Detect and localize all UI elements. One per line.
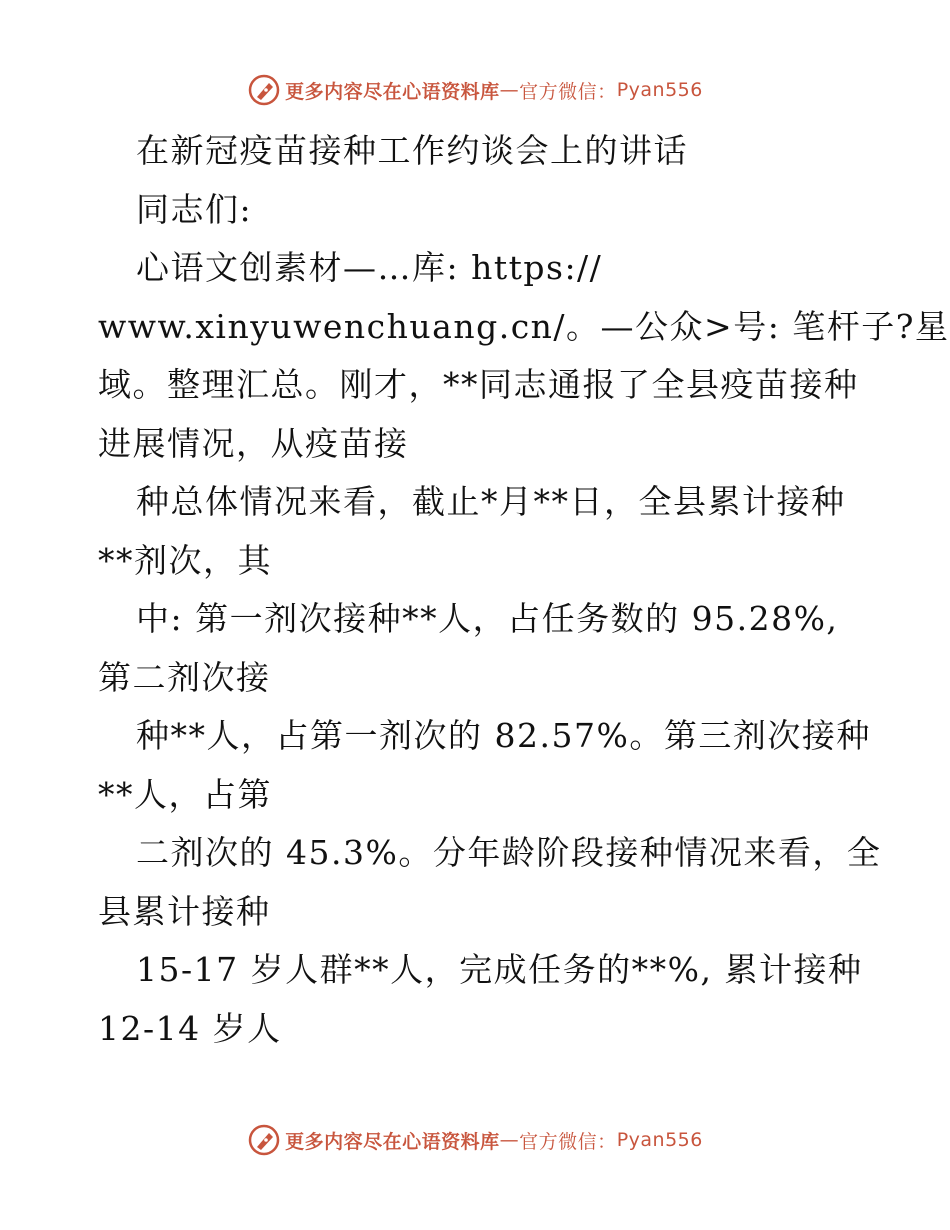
body-line: 15-17 岁人群**人，完成任务的**%, 累计接种 [136,950,863,989]
body-line: **人，占第 [98,774,272,814]
document-body [98,122,950,1058]
body-line: 二剂次的 45.3%。分年龄阶段接种情况来看，全 [136,833,882,872]
body-line: 域。整理汇总。刚才，**同志通报了全县疫苗接种 [98,365,859,404]
body-line: 县累计接种 [98,891,271,931]
header-separator: — [499,79,520,101]
document-title: 在新冠疫苗接种工作约谈会上的讲话 [136,131,688,170]
body-line: 12-14 岁人 [98,1008,282,1048]
body-line: 进展情况，从疫苗接 [98,423,409,463]
body-line: www.xinyuwenchuang.cn/。—公众>号: 笔杆子?星 [98,306,950,346]
body-line: **剂次，其 [98,540,272,580]
pen-nib-logo-icon [247,1123,281,1157]
pen-nib-logo-icon [247,73,281,107]
header-watermark-banner [0,70,950,110]
body-line: 中: 第一剂次接种**人，占任务数的 95.28%, [136,599,839,638]
header-brand-text: 更多内容尽在心语资料库 [285,80,500,103]
salutation: 同志们: [136,189,253,229]
footer-watermark-banner [0,1120,950,1160]
footer-brand-text: 更多内容尽在心语资料库 [285,1130,500,1153]
body-line: 心语文创素材—…库: https:// [136,248,603,287]
header-wechat-id: Pyan556 [616,79,703,101]
footer-wechat-id: Pyan556 [616,1129,703,1151]
footer-wechat-label: 官方微信： [519,1130,617,1153]
body-line: 种**人，占第一剂次的 82.57%。第三剂次接种 [136,716,871,755]
header-wechat-label: 官方微信： [519,80,617,103]
body-line: 第二剂次接 [98,657,271,697]
body-line: 种总体情况来看，截止*月**日，全县累计接种 [136,482,846,521]
footer-separator: — [499,1129,520,1151]
